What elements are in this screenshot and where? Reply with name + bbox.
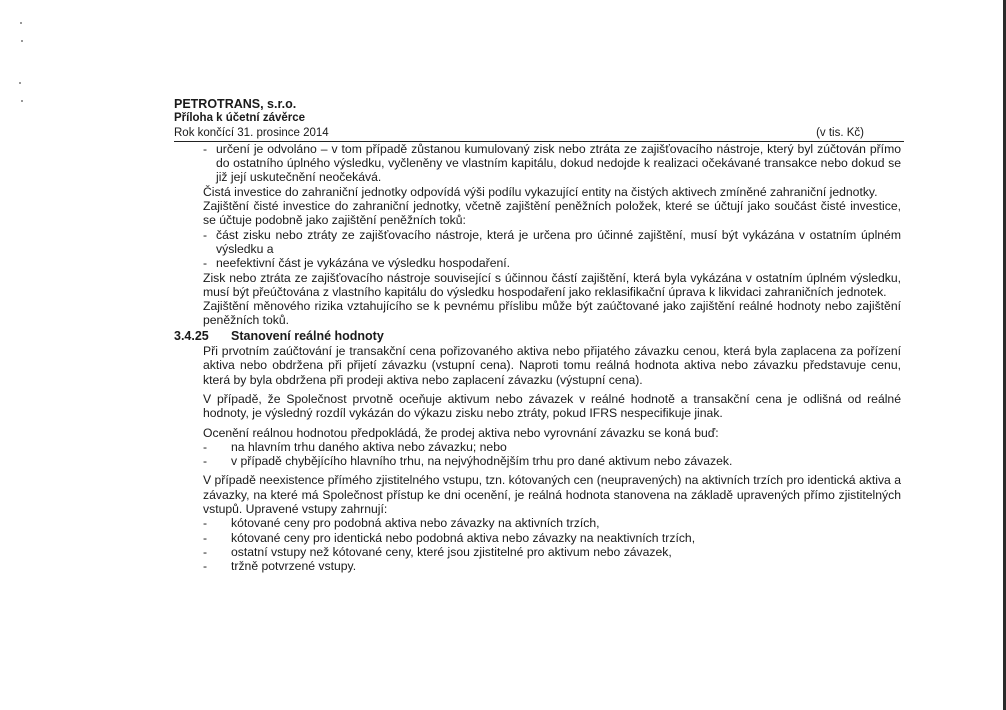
section-number: 3.4.25 xyxy=(174,328,209,343)
list-item: - kótované ceny pro identická nebo podobná aktiva nebo závazky na neaktivních trzích, xyxy=(203,530,696,545)
list-item: - na hlavním trhu daného aktiva nebo závazku; nebo xyxy=(203,439,507,454)
section-heading xyxy=(174,329,904,343)
header-row xyxy=(174,126,904,142)
list-item: - neefektivní část je vykázána ve výsledku hospodaření. xyxy=(203,256,511,271)
reporting-period: Rok končící 31. prosince 2014 xyxy=(174,126,329,139)
document-page xyxy=(174,97,904,574)
paragraph: Při prvotním zaúčtování je transakční cena pořizovaného aktiva nebo přijatého závazku cenou, která byla zaplacena za pořízení aktiva nebo obdržena při přijetí závazku (vstupní cena). Naproti tomu reálná hodnota aktiva nebo závazku představuje cenu, která by byla obdržena při prodeji aktiva nebo zaplacení závazku (výstupní cena). xyxy=(203,344,901,387)
currency-unit: (v tis. Kč) xyxy=(816,126,864,139)
document-body xyxy=(174,142,904,328)
paragraph: Čistá investice do zahraniční jednotky odpovídá výši podílu vykazující entity na čistých aktivech zmíněné zahraniční jednotky. xyxy=(203,184,878,199)
paragraph: Zajištění měnového rizika vztahujícího se k pevnému příslibu může být zaúčtované jako zajištění reálné hodnoty nebo zajištění peněžních toků. xyxy=(203,299,901,328)
company-name: PETROTRANS, s.r.o. xyxy=(174,97,297,111)
paragraph: V případě neexistence přímého zjistitelného vstupu, tzn. kótovaných cen (neupravených) na aktivních trzích pro identická aktiva a závazky, na které má Společnost přístup ke dni ocenění, je reálná hodnota stanovena na základě upravených přímo zjistitelných vstupů. Upravené vstupy zahrnují: xyxy=(203,473,901,517)
paragraph: Zisk nebo ztráta ze zajišťovacího nástroje související s účinnou částí zajištění, která byla vykázána v ostatním úplném výsledku, musí být přeúčtována z vlastního kapitálu do výsledku hospodaření jako reklasifikační úprava k likvidaci zahraničních jednotek. xyxy=(203,270,901,299)
list-item: - kótované ceny pro podobná aktiva nebo závazky na aktivních trzích, xyxy=(203,516,600,531)
list-item: - v případě chybějícího hlavního trhu, na nejvýhodnějším trhu pro dané aktivum nebo závazek. xyxy=(203,454,733,469)
paragraph: Ocenění reálnou hodnotou předpokládá, že prodej aktiva nebo vyrovnání závazku se koná buď: xyxy=(203,425,719,440)
list-item: - určení je odvoláno – v tom případě zůstanou kumulovaný zisk nebo ztráta ze zajišťovacího nástroje, který byl zúčtován přímo do ostatního úplného výsledku, vyčleněny ve vlastním kapitálu, dokud nedojde k realizaci očekávané transakce nebo dokud se již její uskutečnění neočekává. xyxy=(203,141,901,185)
paragraph: V případě, že Společnost prvotně oceňuje aktivum nebo závazek v reálné hodnotě a transakční cena je odlišná od reálné hodnoty, je výsledný rozdíl vykázán do výkazu zisku nebo ztráty, pokud IFRS nespecifikuje jinak. xyxy=(203,391,901,421)
list-item: - ostatní vstupy než kótované ceny, které jsou zjistitelné pro aktivum nebo závazek, xyxy=(203,544,672,559)
document-subtitle: Příloha k účetní závěrce xyxy=(174,112,306,125)
paragraph: Zajištění čisté investice do zahraniční jednotky, včetně zajištění peněžních položek, které se účtují jako součást čisté investice, se účtuje podobně jako zajištění peněžních toků: xyxy=(203,199,901,228)
scan-specks xyxy=(14,22,28,112)
section-title: Stanovení reálné hodnoty xyxy=(231,328,384,343)
list-item: - tržně potvrzené vstupy. xyxy=(203,559,357,574)
section-body xyxy=(174,344,904,574)
list-item: - část zisku nebo ztráty ze zajišťovacího nástroje, která je určena pro účinné zajištění, musí být vykázána v ostatním úplném výsledku a xyxy=(203,227,901,256)
